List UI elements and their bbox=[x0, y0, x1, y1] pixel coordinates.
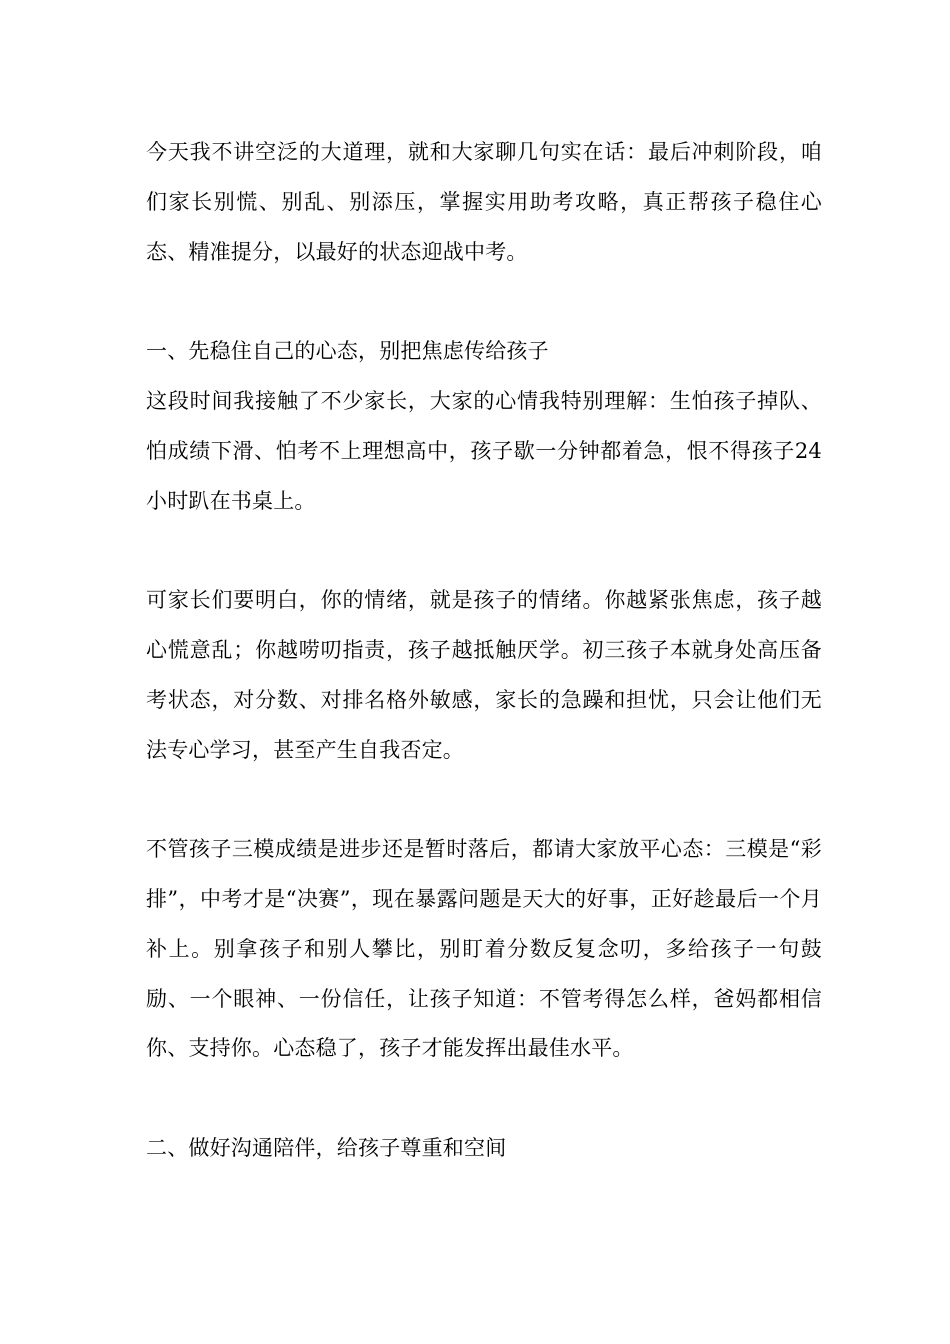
document-body bbox=[146, 128, 822, 1174]
paragraph-gap bbox=[146, 277, 822, 327]
section-2-heading: 二、做好沟通陪伴，给孩子尊重和空间 bbox=[146, 1135, 507, 1160]
section-1-paragraph-2: 可家长们要明白，你的情绪，就是孩子的情绪。你越紧张焦虑，孩子越心慌意乱；你越唠叨指责，孩子越抵触厌学。初三孩子本就身处高压备考状态，对分数、对排名格外敏感，家长的急躁和担忧，只会让他们无法专心学习，甚至产生自我否定。 bbox=[146, 588, 822, 762]
paragraph-gap bbox=[146, 526, 822, 576]
intro-paragraph: 今天我不讲空泛的大道理，就和大家聊几句实在话：最后冲刺阶段，咱们家长别慌、别乱、别添压，掌握实用助考攻略，真正帮孩子稳住心态、精准提分，以最好的状态迎战中考。 bbox=[146, 140, 822, 264]
paragraph-gap bbox=[146, 775, 822, 825]
section-1-heading: 一、先稳住自己的心态，别把焦虑传给孩子 bbox=[146, 339, 549, 364]
paragraph-gap bbox=[146, 1074, 822, 1124]
section-1-paragraph-1: 这段时间我接触了不少家长，大家的心情我特别理解：生怕孩子掉队、怕成绩下滑、怕考不上理想高中，孩子歇一分钟都着急，恨不得孩子24小时趴在书桌上。 bbox=[146, 388, 822, 513]
section-1-paragraph-3: 不管孩子三模成绩是进步还是暂时落后，都请大家放平心态：三模是“彩排”，中考才是“决赛”，现在暴露问题是天大的好事，正好趁最后一个月补上。别拿孩子和别人攀比，别盯着分数反复念叨，多给孩子一句鼓励、一个眼神、一份信任，让孩子知道：不管考得怎么样，爸妈都相信你、支持你。心态稳了，孩子才能发挥出最佳水平。 bbox=[146, 837, 822, 1061]
